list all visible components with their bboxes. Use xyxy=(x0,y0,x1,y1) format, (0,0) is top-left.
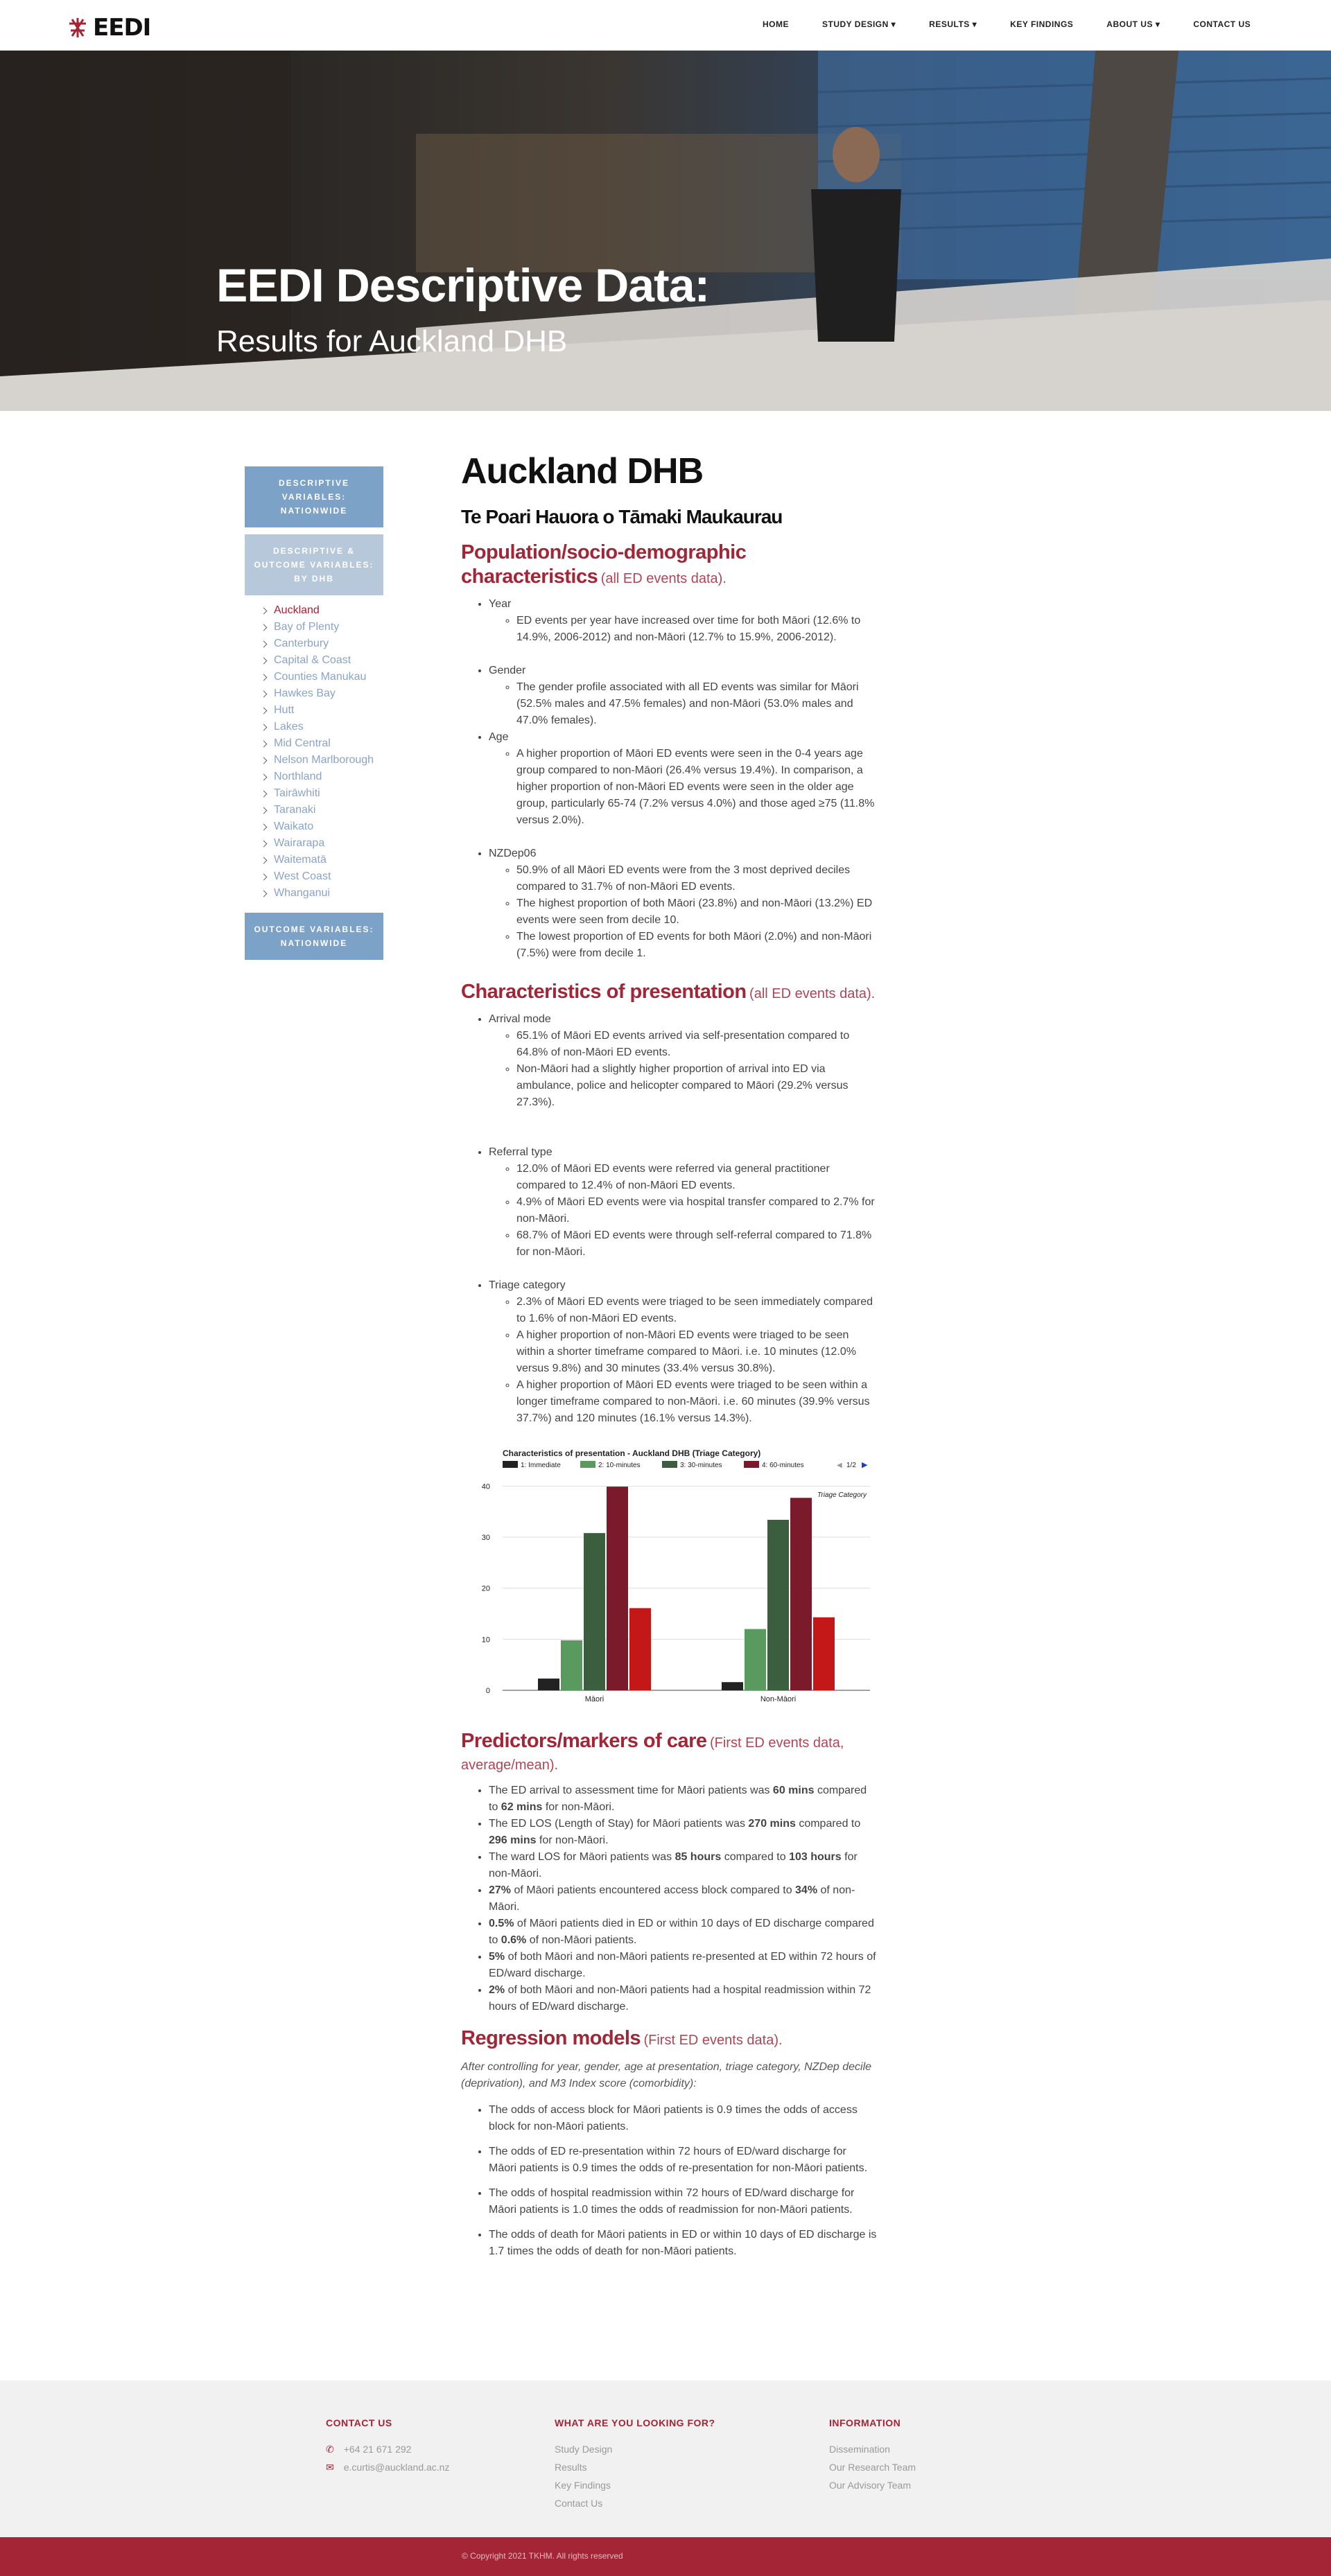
section-title: Regression models xyxy=(461,2027,641,2049)
footer-link-advisory-team[interactable]: Our Advisory Team xyxy=(829,2480,912,2491)
list-item: ◦ 4.9% of Māori ED events were via hospital transfer compared to 2.7% for non-Māori. xyxy=(516,1194,877,1227)
list-item: ◦ The gender profile associated with all ED events was similar for Māori (52.5% males and 47.5% females) and non-Māori (53.0% males and 47.0% females). xyxy=(516,679,877,729)
bar xyxy=(629,1608,651,1690)
list-item: • 2% of both Māori and non-Māori patients had a hospital readmission within 72 hours of ED/ward discharge. xyxy=(489,1982,877,2015)
sidebar-item-tairawhiti[interactable]: Tairāwhiti xyxy=(260,785,383,802)
list-item: • Year ◦ ED events per year have increased over time for both Māori (12.6% to 14.9%, 2006-2012) and non-Māori (12.7% to 15.9%, 2006-2012). xyxy=(489,596,877,646)
sidebar-item-bay-of-plenty[interactable]: Bay of Plenty xyxy=(260,619,383,636)
legend-swatch xyxy=(662,1461,677,1468)
presentation-list xyxy=(489,1011,877,1427)
list-item: ◦ 12.0% of Māori ED events were referred via general practitioner compared to 12.4% of non-Māori ED events. xyxy=(516,1161,877,1194)
section-note: (all ED events data). xyxy=(749,986,876,1001)
list-item: ◦ 65.1% of Māori ED events arrived via self-presentation compared to 64.8% of non-Māori ED events. xyxy=(516,1028,877,1061)
footer-link-contact-us[interactable]: Contact Us xyxy=(555,2498,603,2509)
triage-chart xyxy=(461,1448,877,1718)
legend-swatch xyxy=(580,1461,595,1468)
list-item: • Arrival mode ◦ 65.1% of Māori ED events arrived via self-presentation compared to 64.8% of non-Māori ED events. ◦ Non-Māori had a slightly higher proportion of arrival into ED via ambulance, police and helicopter compared to Māori (29.2% versus 27.3%). xyxy=(489,1011,877,1111)
footer-heading: CONTACT US xyxy=(326,2417,392,2428)
footer-link-dissemination[interactable]: Dissemination xyxy=(829,2444,890,2455)
footer-links xyxy=(555,2414,715,2512)
sidebar-item-whanganui[interactable]: Whanganui xyxy=(260,885,383,902)
sidebar-item-taranaki[interactable]: Taranaki xyxy=(260,802,383,818)
phone-icon: ✆ xyxy=(326,2444,334,2455)
section-heading-presentation xyxy=(461,981,877,1006)
nav-contact-us[interactable]: CONTACT US xyxy=(1193,19,1251,29)
section-note: (First ED events data, average/mean). xyxy=(461,1735,844,1773)
list-item: • Triage category ◦ 2.3% of Māori ED events were triaged to be seen immediately compared to 1.6% of non-Māori ED events. ◦ A higher proportion of non-Māori ED events were triaged to be seen within a shorter timeframe compared to Māori. i.e. 10 minutes (12.0% versus 9.8%) and 30 minutes (33.4% versus 30.8%). ◦ A higher proportion of Māori ED events were triaged to be seen within a longer timeframe compared to non-Māori. i.e. 60 minutes (39.9% versus 37.7%) and 120 minutes (16.1% versus 14.3%). xyxy=(489,1277,877,1427)
sidebar-item-west-coast[interactable]: West Coast xyxy=(260,868,383,885)
sidebar-item-auckland[interactable]: Auckland xyxy=(260,602,383,619)
legend-pager: 1/2 xyxy=(846,1462,856,1469)
copyright-bar xyxy=(0,2537,1331,2576)
y-tick-label: 10 xyxy=(481,1636,490,1645)
list-item: • The ED arrival to assessment time for Māori patients was 60 mins compared to 62 mins for non-Māori. xyxy=(489,1782,877,1816)
site-logo[interactable] xyxy=(64,14,150,42)
bar xyxy=(538,1679,559,1690)
legend-prev-icon: ◀ xyxy=(837,1462,842,1469)
list-item: • Gender ◦ The gender profile associated with all ED events was similar for Māori (52.5% males and 47.5% females) and non-Māori (53.0% males and 47.0% females). xyxy=(489,663,877,729)
nav-key-findings[interactable]: KEY FINDINGS xyxy=(1010,19,1074,29)
nav-study-design[interactable]: STUDY DESIGN ▾ xyxy=(822,19,896,29)
hero-banner xyxy=(0,51,1331,411)
footer-heading: INFORMATION xyxy=(829,2417,901,2428)
legend-title: Triage Category xyxy=(817,1491,867,1499)
section-heading-regression xyxy=(461,2028,877,2052)
caret-down-icon: ▾ xyxy=(891,19,896,29)
envelope-icon: ✉ xyxy=(326,2462,334,2473)
sidebar-item-hutt[interactable]: Hutt xyxy=(260,702,383,719)
legend-swatch xyxy=(503,1461,518,1468)
chart-title: Characteristics of presentation - Auckland DHB (Triage Category) xyxy=(503,1448,761,1458)
site-header xyxy=(0,0,1331,51)
legend-label: 1: Immediate xyxy=(521,1462,561,1469)
list-item: ◦ A higher proportion of Māori ED events were seen in the 0-4 years age group compared to non-Māori (26.4% versus 19.4%). In comparison, a higher proportion of non-Māori ED events were seen in the older age group, particularly 65-74 (7.2% versus 4.0%) and those aged ≥75 (11.8% versus 2.0%). xyxy=(516,746,877,829)
section-title: Predictors/markers of care xyxy=(461,1730,707,1752)
sidebar-item-lakes[interactable]: Lakes xyxy=(260,719,383,735)
sidebar xyxy=(245,466,383,967)
sidebar-item-counties-manukau[interactable]: Counties Manukau xyxy=(260,669,383,685)
legend-label: 2: 10-minutes xyxy=(598,1462,641,1469)
sidebar-item-waikato[interactable]: Waikato xyxy=(260,818,383,835)
list-item: ◦ The highest proportion of both Māori (23.8%) and non-Māori (13.2%) ED events were seen from decile 10. xyxy=(516,895,877,929)
section-heading-population xyxy=(461,542,877,590)
sidebar-btn-by-dhb[interactable]: DESCRIPTIVE & OUTCOME VARIABLES: BY DHB xyxy=(245,534,383,595)
footer-heading: WHAT ARE YOU LOOKING FOR? xyxy=(555,2417,715,2428)
sidebar-item-mid-central[interactable]: Mid Central xyxy=(260,735,383,752)
list-item: ◦ The lowest proportion of ED events for both Māori (2.0%) and non-Māori (7.5%) were from decile 1. xyxy=(516,929,877,962)
bar xyxy=(607,1487,628,1690)
list-item: • The odds of hospital readmission within 72 hours of ED/ward discharge for Māori patients is 1.0 times the odds of readmission for non-Māori patients. xyxy=(489,2185,877,2218)
list-item: • 0.5% of Māori patients died in ED or within 10 days of ED discharge compared to 0.6% of non-Māori patients. xyxy=(489,1916,877,1949)
y-tick-label: 30 xyxy=(481,1534,490,1543)
logo-text: EEDI xyxy=(93,14,151,42)
sidebar-item-capital-coast[interactable]: Capital & Coast xyxy=(260,652,383,669)
y-tick-label: 0 xyxy=(485,1687,490,1695)
list-item: ◦ 50.9% of all Māori ED events were from the 3 most deprived deciles compared to 31.7% of non-Māori ED events. xyxy=(516,862,877,895)
list-item: ◦ Non-Māori had a slightly higher proportion of arrival into ED via ambulance, police and helicopter compared to Māori (29.2% versus 27.3%). xyxy=(516,1061,877,1111)
list-item: ◦ 68.7% of Māori ED events were through self-referral compared to 71.8% for non-Māori. xyxy=(516,1227,877,1261)
regression-intro: After controlling for year, gender, age at presentation, triage category, NZDep decile (deprivation), and M3 Index score (comorbidity): xyxy=(461,2061,872,2089)
dhb-list xyxy=(260,602,383,902)
nav-about-us[interactable]: ABOUT US ▾ xyxy=(1106,19,1160,29)
bar xyxy=(722,1682,743,1690)
legend-label: 3: 30-minutes xyxy=(680,1462,722,1469)
list-item: • The odds of access block for Māori patients is 0.9 times the odds of access block for non-Māori patients. xyxy=(489,2102,877,2135)
sidebar-item-wairarapa[interactable]: Wairarapa xyxy=(260,835,383,852)
triage-bar-chart xyxy=(461,1448,877,1718)
sidebar-btn-descriptive-nationwide[interactable]: DESCRIPTIVE VARIABLES: NATIONWIDE xyxy=(245,466,383,527)
section-title: Population/socio-demographic characteristics xyxy=(461,541,747,588)
list-item: • The odds of ED re-presentation within 72 hours of ED/ward discharge for Māori patients is 0.9 times the odds of re-presentation for non-Māori patients. xyxy=(489,2144,877,2177)
y-tick-label: 20 xyxy=(481,1584,490,1593)
footer-link-key-findings[interactable]: Key Findings xyxy=(555,2480,611,2491)
x-tick-label: Non-Māori xyxy=(760,1695,797,1703)
section-note: (First ED events data). xyxy=(643,2033,783,2048)
bar xyxy=(790,1498,812,1690)
list-item: • The ward LOS for Māori patients was 85 hours compared to 103 hours for non-Māori. xyxy=(489,1849,877,1882)
list-item: • The odds of death for Māori patients in ED or within 10 days of ED discharge is 1.7 times the odds of death for non-Māori patients. xyxy=(489,2227,877,2260)
email-row[interactable]: ✉ e.curtis@auckland.ac.nz xyxy=(326,2462,450,2473)
footer-link-results[interactable]: Results xyxy=(555,2462,587,2473)
list-item: • NZDep06 ◦ 50.9% of all Māori ED events were from the 3 most deprived deciles compared to 31.7% of non-Māori ED events. ◦ The highest proportion of both Māori (23.8%) and non-Māori (13.2%) ED events were seen from decile 10. ◦ The lowest proportion of ED events for both Māori (2.0%) and non-Māori (7.5%) were from decile 1. xyxy=(489,845,877,962)
predictors-list xyxy=(489,1782,877,2015)
bar xyxy=(561,1640,582,1690)
y-tick-label: 40 xyxy=(481,1482,490,1491)
footer-information xyxy=(829,2414,916,2494)
eedi-logo-icon xyxy=(64,17,92,39)
sidebar-item-hawkes-bay[interactable]: Hawkes Bay xyxy=(260,685,383,702)
sidebar-item-waitemata[interactable]: Waitematā xyxy=(260,852,383,868)
nav-home[interactable]: HOME xyxy=(763,19,789,29)
section-title: Characteristics of presentation xyxy=(461,981,747,1003)
legend-swatch xyxy=(744,1461,759,1468)
main-content xyxy=(461,449,877,2268)
list-item: • The ED LOS (Length of Stay) for Māori patients was 270 mins compared to 296 mins for non-Māori. xyxy=(489,1816,877,1849)
sidebar-btn-outcome-nationwide[interactable]: OUTCOME VARIABLES: NATIONWIDE xyxy=(245,913,383,960)
footer-link-study-design[interactable]: Study Design xyxy=(555,2444,613,2455)
main-nav xyxy=(763,19,1284,29)
page-subtitle: Te Poari Hauora o Tāmaki Maukaurau xyxy=(461,506,783,527)
legend-next-icon: ▶ xyxy=(862,1461,868,1469)
footer-contact xyxy=(326,2414,449,2476)
legend-label: 4: 60-minutes xyxy=(762,1462,804,1469)
sidebar-item-canterbury[interactable]: Canterbury xyxy=(260,636,383,652)
caret-down-icon: ▾ xyxy=(972,19,977,29)
footer-link-research-team[interactable]: Our Research Team xyxy=(829,2462,916,2473)
list-item: • Referral type ◦ 12.0% of Māori ED events were referred via general practitioner compared to 12.4% of non-Māori ED events. ◦ 4.9% of Māori ED events were via hospital transfer compared to 2.7% for non-Māori. ◦ 68.7% of Māori ED events were through self-referral compared to 71.8% for non-Māori. xyxy=(489,1144,877,1261)
list-item: ◦ A higher proportion of non-Māori ED events were triaged to be seen within a shorter timeframe compared to Māori. i.e. 10 minutes (12.0% versus 9.8%) and 30 minutes (33.4% versus 30.8%). xyxy=(516,1327,877,1377)
phone-row[interactable]: ✆ +64 21 671 292 xyxy=(326,2444,412,2455)
sidebar-item-northland[interactable]: Northland xyxy=(260,769,383,785)
section-heading-predictors xyxy=(461,1731,877,1777)
list-item: • Age ◦ A higher proportion of Māori ED events were seen in the 0-4 years age group compared to non-Māori (26.4% versus 19.4%). In comparison, a higher proportion of non-Māori ED events were seen in the older age group, particularly 65-74 (7.2% versus 4.0%) and those aged ≥75 (11.8% versus 2.0%). xyxy=(489,729,877,829)
regression-list xyxy=(489,2102,877,2260)
list-item: ◦ ED events per year have increased over time for both Māori (12.6% to 14.9%, 2006-2012) and non-Māori (12.7% to 15.9%, 2006-2012). xyxy=(516,613,877,646)
population-list xyxy=(489,596,877,962)
section-note: (all ED events data). xyxy=(600,571,727,586)
hero-photo xyxy=(0,51,1331,411)
x-tick-label: Māori xyxy=(584,1695,604,1703)
caret-down-icon: ▾ xyxy=(1155,19,1160,29)
list-item: ◦ 2.3% of Māori ED events were triaged to be seen immediately compared to 1.6% of non-Māori ED events. xyxy=(516,1294,877,1327)
nav-results[interactable]: RESULTS ▾ xyxy=(929,19,977,29)
bar xyxy=(584,1533,605,1690)
bar xyxy=(767,1520,789,1690)
hero-subtitle: Results for Auckland DHB xyxy=(216,324,568,358)
list-item: • 27% of Māori patients encountered access block compared to 34% of non-Māori. xyxy=(489,1882,877,1916)
list-item: ◦ A higher proportion of Māori ED events were triaged to be seen within a longer timeframe compared to non-Māori. i.e. 60 minutes (39.9% versus 37.7%) and 120 minutes (16.1% versus 14.3%). xyxy=(516,1377,877,1427)
list-item: • 5% of both Māori and non-Māori patients re-presented at ED within 72 hours of ED/ward discharge. xyxy=(489,1949,877,1982)
bar xyxy=(745,1629,766,1690)
bar xyxy=(813,1618,835,1690)
copyright-text: © Copyright 2021 TKHM. All rights reserved xyxy=(462,2551,623,2561)
sidebar-item-nelson-marlborough[interactable]: Nelson Marlborough xyxy=(260,752,383,769)
page-title: Auckland DHB xyxy=(461,451,704,491)
site-footer xyxy=(0,2381,1331,2537)
hero-title: EEDI Descriptive Data: xyxy=(216,259,710,312)
